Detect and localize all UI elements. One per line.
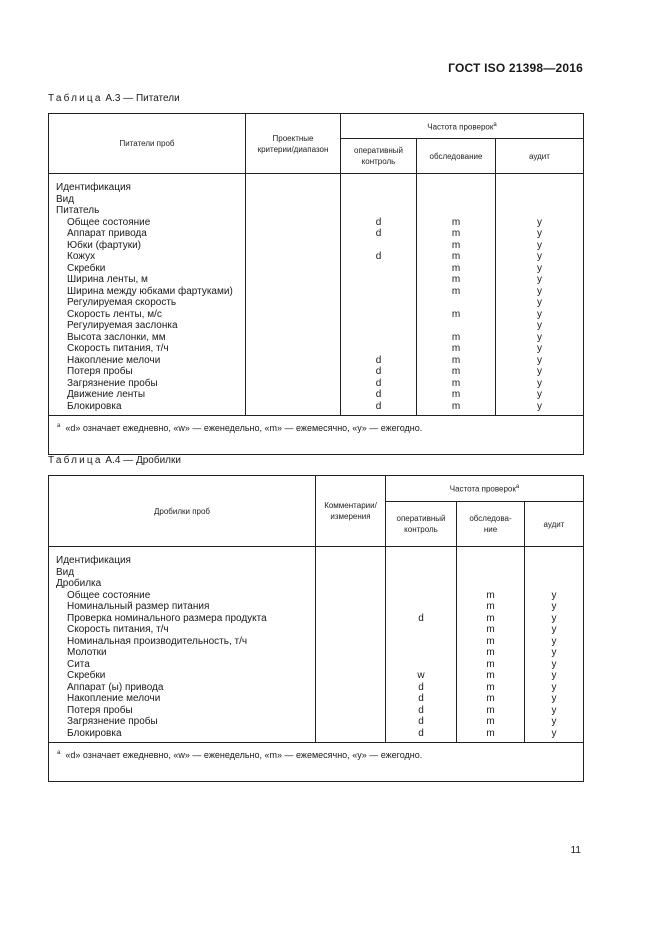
row-note	[246, 251, 340, 263]
row-label: Движение ленты	[67, 389, 146, 400]
row-label: Номинальная производительность, т/ч	[67, 635, 248, 647]
row-note	[246, 378, 340, 390]
row-note	[246, 401, 340, 413]
check-mark: m	[486, 681, 495, 693]
row-note	[316, 624, 385, 636]
check-mark	[386, 590, 456, 602]
check-mark	[386, 659, 456, 671]
check-mark	[341, 205, 416, 217]
exam-column	[457, 547, 525, 743]
row-note	[246, 228, 340, 240]
check-mark	[417, 205, 495, 217]
page-number: 11	[570, 845, 581, 856]
check-mark: d	[375, 354, 382, 366]
check-mark: y	[551, 670, 557, 681]
row-note	[316, 670, 385, 682]
check-mark: y	[551, 693, 557, 704]
check-mark	[417, 182, 495, 194]
check-mark: m	[486, 601, 495, 612]
row-label: Регулируемая скорость	[67, 297, 177, 308]
check-mark: m	[486, 716, 495, 727]
col-header-daily: оперативный контроль	[341, 139, 417, 174]
exam-column	[417, 174, 496, 416]
row-label: Загрязнение пробы	[67, 377, 158, 389]
check-mark: m	[451, 228, 461, 239]
row-note	[246, 182, 340, 194]
row-label: Кожух	[67, 251, 96, 262]
daily-column	[341, 174, 417, 416]
check-mark	[457, 555, 524, 567]
check-mark: y	[537, 239, 542, 251]
check-mark: d	[418, 693, 424, 704]
check-mark: y	[537, 228, 542, 239]
row-label: Накопление мелочи	[67, 693, 161, 704]
check-mark	[457, 578, 524, 590]
row-label: Питатель	[56, 205, 100, 216]
check-mark: m	[451, 308, 461, 320]
table-a3-footnote	[49, 416, 584, 455]
check-mark: y	[551, 727, 557, 739]
check-mark: y	[551, 612, 557, 624]
footnote-ref: a	[515, 484, 520, 491]
check-mark: w	[417, 670, 425, 681]
row-note	[246, 366, 340, 378]
check-mark	[341, 297, 416, 309]
check-mark	[525, 578, 583, 590]
check-mark: y	[537, 262, 542, 274]
row-note	[316, 682, 385, 694]
row-label: Регулируемая заслонка	[67, 320, 178, 331]
row-label: Аппарат привода	[67, 228, 147, 239]
row-label: Ширина ленты, м	[67, 274, 148, 285]
col-header-daily: оперативный контроль	[386, 502, 457, 547]
check-mark: m	[486, 670, 495, 681]
check-mark: d	[375, 228, 382, 239]
check-mark	[417, 320, 495, 332]
row-label: Аппарат (ы) привода	[67, 681, 164, 693]
row-label: Скорость ленты, м/с	[67, 308, 162, 320]
row-label: Идентификация	[56, 182, 131, 193]
check-mark	[341, 263, 416, 275]
row-note	[316, 555, 385, 567]
check-mark: m	[486, 635, 495, 647]
row-label: Проверка номинального размера продукта	[67, 612, 267, 624]
check-mark: d	[375, 389, 382, 400]
check-mark	[496, 205, 583, 217]
row-note	[246, 343, 340, 355]
table-a4-footnote	[49, 743, 584, 782]
row-label: Блокировка	[67, 727, 122, 739]
item-column	[49, 547, 316, 743]
footnote-text: «d» означает ежедневно, «w» — еженедельно, «m» — ежемесячно, «y» — ежегодно.	[65, 750, 423, 760]
row-label: Скорость питания, т/ч	[67, 624, 169, 635]
check-mark	[386, 636, 456, 648]
check-mark	[386, 624, 456, 636]
check-mark: y	[551, 716, 557, 727]
check-mark: y	[551, 635, 557, 647]
table-word: Таблица	[48, 93, 103, 104]
criteria-column	[246, 174, 341, 416]
row-note	[246, 320, 340, 332]
row-note	[316, 567, 385, 579]
col-header-frequency	[386, 476, 584, 502]
row-label: Накопление мелочи	[67, 354, 161, 366]
check-mark: d	[418, 612, 424, 624]
check-mark: d	[418, 681, 424, 693]
col-header-frequency	[341, 114, 584, 139]
table-a4-caption	[48, 455, 181, 466]
table-word: Таблица	[48, 455, 103, 466]
row-label: Юбки (фартуки)	[67, 239, 142, 251]
col-header-comments: Комментарии/ измерения	[316, 476, 386, 547]
check-mark	[341, 274, 416, 286]
footnote-ref: a	[493, 121, 497, 128]
row-note	[246, 355, 340, 367]
col-header-exam: обследова- ние	[457, 502, 525, 547]
col-header-audit: аудит	[525, 502, 584, 547]
check-mark: y	[537, 308, 542, 320]
check-mark: y	[537, 297, 542, 308]
check-mark: m	[451, 343, 461, 354]
row-note	[316, 716, 385, 728]
row-note	[316, 728, 385, 740]
check-mark: y	[537, 331, 542, 343]
check-mark: m	[451, 377, 461, 389]
check-mark: d	[375, 251, 382, 262]
row-label: Общее состояние	[67, 589, 151, 601]
row-label: Высота заслонки, мм	[67, 331, 166, 343]
footnote-mark: a	[57, 423, 61, 429]
row-label: Вид	[56, 566, 75, 578]
check-mark	[525, 567, 583, 579]
check-mark	[417, 297, 495, 309]
check-mark: y	[551, 647, 557, 658]
table-a3	[48, 113, 584, 455]
check-mark: d	[418, 727, 424, 739]
check-mark: y	[537, 216, 542, 228]
daily-column	[386, 547, 457, 743]
check-mark: y	[537, 389, 542, 400]
check-mark: d	[375, 377, 382, 389]
row-note	[246, 194, 340, 206]
footnote-mark: a	[57, 750, 61, 756]
check-mark: m	[451, 354, 461, 366]
row-label: Скорость питания, т/ч	[67, 343, 169, 354]
check-mark	[341, 194, 416, 206]
check-mark	[386, 578, 456, 590]
row-label: Потеря пробы	[67, 704, 133, 716]
check-mark: m	[486, 727, 495, 739]
row-label: Дробилка	[56, 578, 102, 589]
check-mark	[417, 194, 495, 206]
check-mark: y	[551, 589, 557, 601]
check-mark: y	[551, 704, 557, 716]
check-mark	[386, 601, 456, 613]
check-mark: m	[451, 331, 461, 343]
check-mark: y	[551, 624, 557, 635]
table-a3-caption	[48, 93, 180, 104]
col-header-item: Дробилки проб	[49, 476, 316, 547]
check-mark	[341, 286, 416, 298]
check-mark: y	[537, 366, 542, 377]
check-mark	[496, 182, 583, 194]
check-mark: m	[486, 693, 495, 704]
caption-text: А.4 — Дробилки	[105, 455, 181, 466]
check-mark: m	[451, 285, 461, 297]
col-header-audit: аудит	[496, 139, 584, 174]
check-mark	[341, 309, 416, 321]
row-note	[316, 590, 385, 602]
row-label: Блокировка	[67, 400, 122, 412]
row-note	[246, 274, 340, 286]
check-mark: m	[486, 658, 495, 670]
check-mark: m	[486, 704, 495, 716]
check-mark: y	[537, 320, 542, 331]
audit-column	[496, 174, 584, 416]
check-mark: m	[451, 389, 461, 400]
row-note	[316, 578, 385, 590]
row-label: Потеря пробы	[67, 366, 133, 377]
check-mark	[341, 343, 416, 355]
footnote-text: «d» означает ежедневно, «w» — еженедельно, «m» — ежемесячно, «y» — ежегодно.	[65, 423, 423, 433]
check-mark: d	[375, 216, 382, 228]
check-mark	[457, 567, 524, 579]
row-label: Идентификация	[56, 555, 131, 566]
check-mark	[496, 194, 583, 206]
row-label: Скребки	[67, 262, 106, 274]
freq-label: Частота проверок	[427, 122, 494, 132]
check-mark: y	[551, 658, 557, 670]
row-note	[246, 332, 340, 344]
check-mark	[525, 555, 583, 567]
check-mark: y	[537, 343, 542, 354]
row-note	[246, 205, 340, 217]
check-mark: m	[451, 274, 461, 285]
row-note	[246, 309, 340, 321]
check-mark	[386, 555, 456, 567]
check-mark: m	[486, 647, 495, 658]
check-mark: d	[375, 366, 382, 377]
check-mark: m	[451, 262, 461, 274]
caption-text: А.3 — Питатели	[105, 93, 180, 104]
check-mark: m	[451, 400, 461, 412]
row-label: Загрязнение пробы	[67, 716, 158, 727]
check-mark	[386, 647, 456, 659]
row-note	[316, 636, 385, 648]
row-label: Вид	[56, 193, 75, 205]
check-mark: y	[537, 377, 542, 389]
check-mark: m	[451, 366, 461, 377]
check-mark: d	[418, 704, 424, 716]
row-note	[316, 647, 385, 659]
table-a4	[48, 475, 584, 782]
check-mark: m	[486, 589, 495, 601]
row-label: Ширина между юбками фартуками)	[67, 285, 233, 297]
row-note	[316, 693, 385, 705]
check-mark: y	[551, 681, 557, 693]
row-note	[316, 613, 385, 625]
check-mark: d	[418, 716, 424, 727]
item-column	[49, 174, 246, 416]
row-label: Сита	[67, 658, 90, 670]
check-mark	[341, 320, 416, 332]
row-note	[316, 659, 385, 671]
row-note	[316, 705, 385, 717]
row-note	[246, 389, 340, 401]
comments-column	[316, 547, 386, 743]
row-label: Общее состояние	[67, 216, 151, 228]
check-mark: m	[486, 624, 495, 635]
check-mark	[341, 332, 416, 344]
check-mark: m	[451, 251, 461, 262]
standard-code: ГОСТ ISO 21398—2016	[448, 61, 583, 75]
col-header-exam: обследование	[417, 139, 496, 174]
row-label: Молотки	[67, 647, 107, 658]
row-label: Скребки	[67, 670, 106, 681]
check-mark: y	[537, 251, 542, 262]
audit-column	[525, 547, 584, 743]
row-note	[316, 601, 385, 613]
check-mark	[341, 240, 416, 252]
check-mark: y	[537, 354, 542, 366]
freq-label: Частота проверок	[449, 484, 516, 494]
col-header-criteria: Проектные критерии/диапазон	[246, 114, 341, 174]
row-note	[246, 286, 340, 298]
row-note	[246, 263, 340, 275]
col-header-item: Питатели проб	[49, 114, 246, 174]
check-mark	[341, 182, 416, 194]
check-mark: d	[375, 400, 382, 412]
check-mark: m	[451, 239, 461, 251]
check-mark: y	[551, 601, 557, 612]
check-mark: m	[451, 216, 461, 228]
row-label: Номинальный размер питания	[67, 601, 210, 612]
check-mark	[386, 567, 456, 579]
row-note	[246, 217, 340, 229]
check-mark: y	[537, 285, 542, 297]
check-mark: y	[537, 400, 542, 412]
check-mark: m	[486, 612, 495, 624]
row-note	[246, 240, 340, 252]
check-mark: y	[537, 274, 542, 285]
row-note	[246, 297, 340, 309]
